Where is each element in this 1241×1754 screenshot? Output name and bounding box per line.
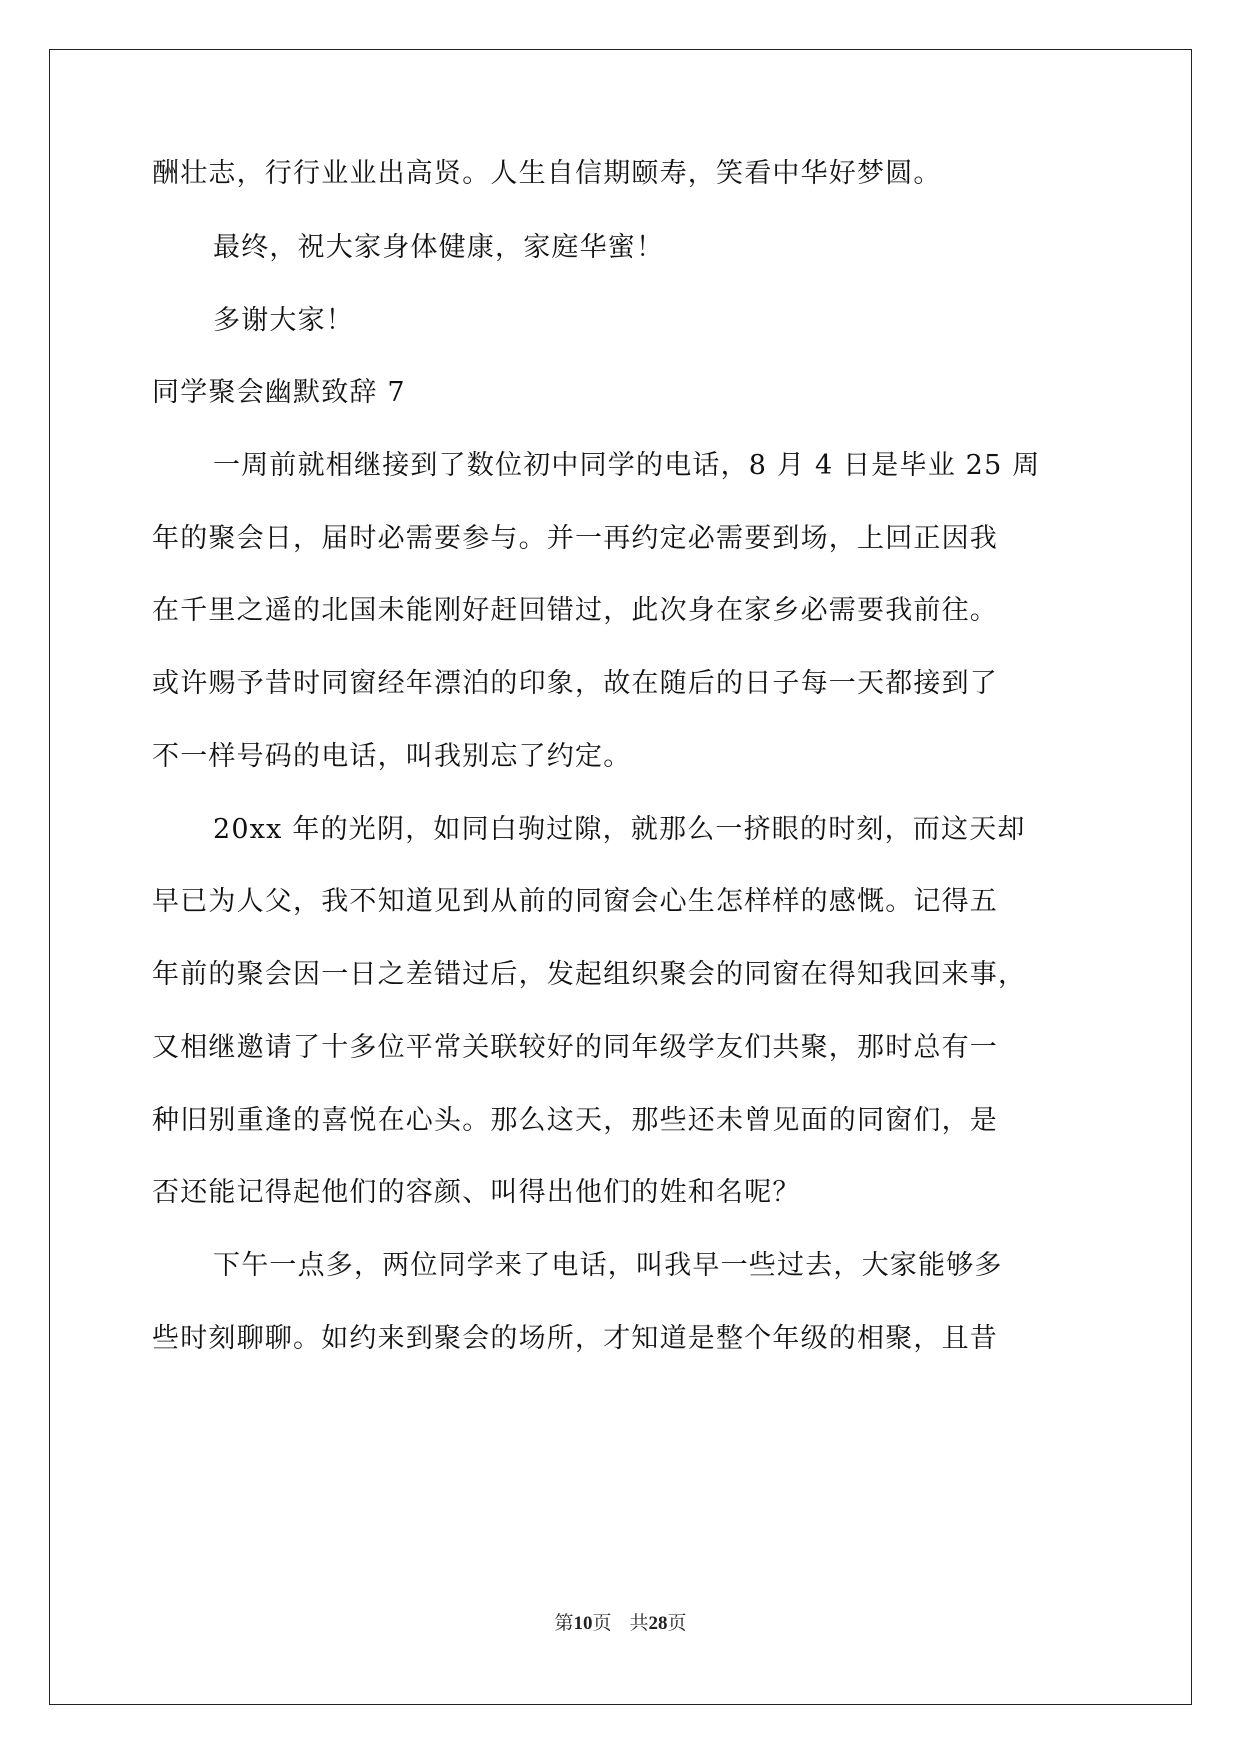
closing-wish: 最终，祝大家身体健康，家庭华蜜！	[213, 232, 665, 263]
body-line: 又相继邀请了十多位平常关联较好的同年级学友们共聚，那时总有一	[152, 1032, 998, 1063]
body-line: 或许赐予昔时同窗经年漂泊的印象，故在随后的日子每一天都接到了	[152, 668, 998, 699]
body-line: 年前的聚会因一日之差错过后，发起组织聚会的同窗在得知我回来事，	[152, 959, 1027, 990]
page-unit: 页	[592, 1613, 612, 1634]
section-title: 同学聚会幽默致辞 7	[152, 377, 406, 408]
body-line: 否还能记得起他们的容颜、叫得出他们的姓和名呢？	[152, 1177, 801, 1208]
total-page-number: 28	[648, 1613, 668, 1634]
body-line: 年的聚会日，届时必需要参与。并一再约定必需要到场，上回正因我	[152, 523, 998, 554]
body-line: 在千里之遥的北国未能刚好赶回错过，此次身在家乡必需要我前往。	[152, 595, 998, 626]
body-line: 下午一点多，两位同学来了电话，叫我早一些过去，大家能够多	[213, 1250, 1003, 1281]
page-border	[49, 49, 1192, 1705]
page-footer	[0, 1612, 1241, 1636]
body-line: 种旧别重逢的喜悦在心头。那么这天，那些还未曾见面的同窗们，是	[152, 1105, 998, 1136]
total-unit: 页	[667, 1613, 687, 1634]
thanks-line: 多谢大家！	[213, 305, 354, 336]
body-line: 20xx 年的光阴，如同白驹过隙，就那么一挤眼的时刻，而这天却	[213, 814, 1026, 845]
body-line: 一周前就相继接到了数位初中同学的电话，8 月 4 日是毕业 25 周	[213, 450, 1041, 481]
body-line: 不一样号码的电话，叫我别忘了约定。	[152, 741, 632, 772]
body-line: 些时刻聊聊。如约来到聚会的场所，才知道是整个年级的相聚，且昔	[152, 1323, 998, 1354]
page-prefix: 第	[554, 1613, 574, 1634]
current-page-number: 10	[573, 1613, 593, 1634]
body-line: 早已为人父，我不知道见到从前的同窗会心生怎样样的感慨。记得五	[152, 886, 998, 917]
total-prefix: 共	[629, 1613, 649, 1634]
body-line: 酬壮志，行行业业出高贤。人生自信期颐寿，笑看中华好梦圆。	[152, 158, 942, 189]
